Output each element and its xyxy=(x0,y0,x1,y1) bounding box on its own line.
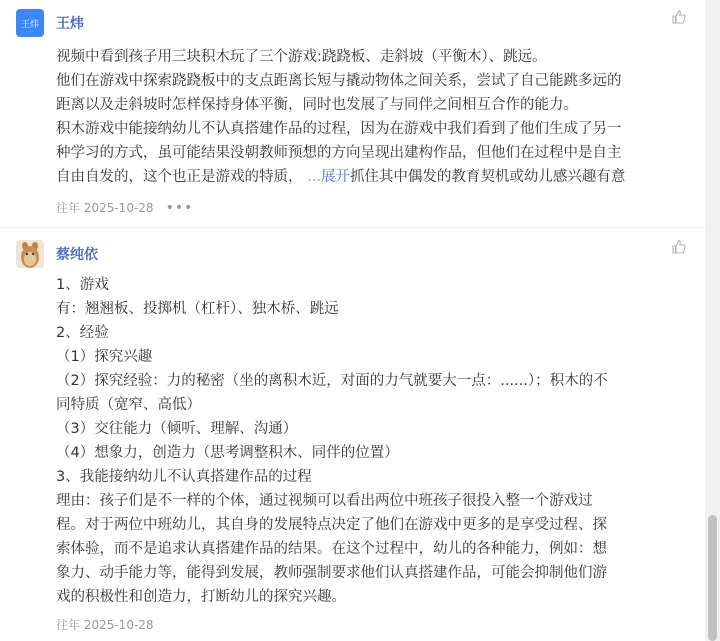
comment-line: 视频中看到孩子用三块积木玩了三个游戏:跷跷板、走斜坡（平衡木）、跳远。 xyxy=(56,49,547,65)
thumbs-up-icon[interactable] xyxy=(671,9,687,25)
comment-line: 积木游戏中能接纳幼儿不认真搭建作品的过程，因为在游戏中我们看到了他们生成了另一 xyxy=(56,121,622,137)
expand-link[interactable]: 展开 xyxy=(320,169,350,185)
comment-line: 象力、动手能力等，能得到发展，教师强制要求他们认真搭建作品，可能会抑制他们游 xyxy=(56,565,607,581)
comment-item xyxy=(0,0,705,228)
avatar[interactable]: 王炜 xyxy=(16,9,44,37)
comment-line: 有：翘翘板、投掷机（杠杆）、独木桥、跳远 xyxy=(56,301,339,317)
comment-meta xyxy=(56,199,193,216)
comment-line: 距离以及走斜坡时怎样保持身体平衡，同时也发展了与同伴之间相互合作的能力。 xyxy=(56,97,578,113)
comment-line: 程。对于两位中班幼儿，其自身的发展特点决定了他们在游戏中更多的是享受过程、探 xyxy=(56,517,607,533)
author-name[interactable]: 蔡纯依 xyxy=(56,247,98,263)
comment-line: 索体验，而不是追求认真搭建作品的结果。在这个过程中，幼儿的各种能力，例如：想 xyxy=(56,541,607,557)
comment-line: 3、我能接纳幼儿不认真搭建作品的过程 xyxy=(56,469,312,485)
scrollbar-track[interactable] xyxy=(705,0,720,641)
comment-line: （1）探究兴趣 xyxy=(56,349,153,365)
comment-line-hidden: 抓住其中偶发的教育契机或幼儿感兴趣有意 xyxy=(349,169,626,185)
comment-text xyxy=(56,45,697,189)
author-name[interactable]: 王炜 xyxy=(56,16,84,32)
comment-line: （3）交往能力（倾听、理解、沟通） xyxy=(56,421,298,437)
comment-meta xyxy=(56,616,154,633)
comment-line: （2）探究经验：力的秘密（坐的离积木近，对面的力气就要大一点：......）；积木的不 xyxy=(56,373,608,389)
comment-line: 自由自发的，这个也正是游戏的特质， xyxy=(56,169,303,185)
comment-line: 1、游戏 xyxy=(56,277,109,293)
comment-line: 他们在游戏中探索跷跷板中的支点距离长短与撬动物体之间关系，尝试了自己能跳多远的 xyxy=(56,73,622,89)
comment-line: 同特质（宽窄、高低） xyxy=(56,397,201,413)
bear-avatar-icon xyxy=(16,240,44,268)
comment-line: 种学习的方式，虽可能结果没朝教师预想的方向呈现出建构作品，但他们在过程中是自主 xyxy=(56,145,622,161)
comment-line: 理由：孩子们是不一样的个体，通过视频可以看出两位中班孩子很投入整一个游戏过 xyxy=(56,493,593,509)
ellipsis: ... xyxy=(307,169,321,185)
comment-line: 戏的积极性和创造力，打断幼儿的探究兴趣。 xyxy=(56,589,346,605)
timestamp: 往年 2025-10-28 xyxy=(56,201,154,215)
comment-line-truncated xyxy=(56,165,697,189)
timestamp: 往年 2025-10-28 xyxy=(56,618,154,632)
more-options-icon[interactable]: ••• xyxy=(165,199,194,216)
avatar[interactable] xyxy=(16,240,44,268)
comment-text xyxy=(56,273,697,609)
comment-line: （4）想象力，创造力（思考调整积木、同伴的位置） xyxy=(56,445,399,461)
scrollbar-thumb[interactable] xyxy=(708,515,717,641)
thumbs-up-icon[interactable] xyxy=(671,239,687,255)
comment-item xyxy=(0,228,705,641)
comment-line: 2、经验 xyxy=(56,325,109,341)
